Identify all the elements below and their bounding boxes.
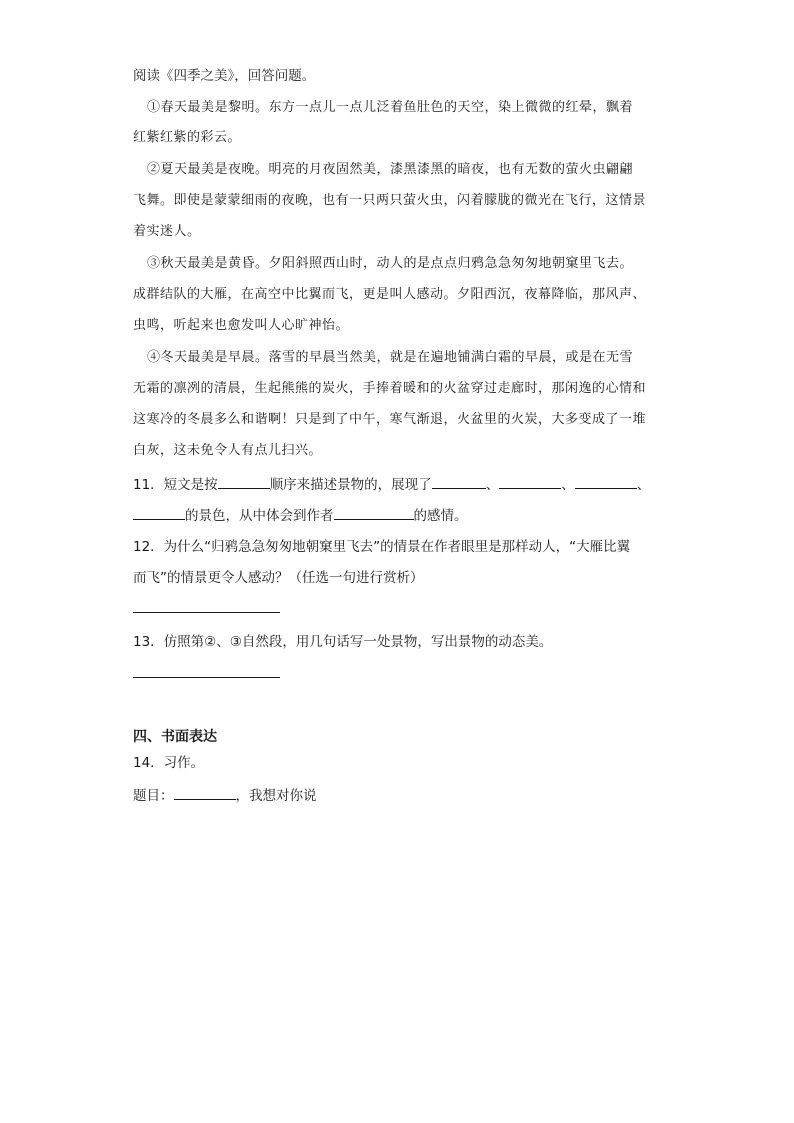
answer-blank-title[interactable] (174, 785, 236, 800)
passage-p3-line3: 虫鸣，听起来也愈发叫人心旷神怡。 (133, 318, 350, 333)
passage-p4-line2: 无霜的凛冽的清晨，生起熊熊的炭火，手捧着暖和的火盆穿过走廊时，那闲逸的心情和 (133, 381, 647, 396)
reading-intro: 阅读《四季之美》，回答问题。 (133, 68, 316, 84)
question-11-line2 (133, 505, 468, 526)
answer-blank-scene-4[interactable] (133, 505, 185, 520)
passage-p3-line1: ③秋天最美是黄昏。夕阳斜照西山时，动人的是点点归鸦急急匆匆地朝窠里飞去。 (147, 256, 634, 271)
question-12-line2: 而飞”的情景更令人感动？（任选一句进行赏析） (133, 570, 424, 586)
question-14: 14．习作。 (133, 755, 205, 771)
question-12-line1: 12．为什么“归鸦急急匆匆地朝窠里飞去”的情景在作者眼里是那样动人，“大雁比翼 (133, 539, 631, 555)
question-11-line1 (133, 474, 650, 495)
writing-prompt-label: 题目： (133, 788, 174, 804)
writing-prompt (133, 785, 317, 806)
section-4-title: 四、书面表达 (133, 729, 217, 745)
writing-prompt-suffix: ，我想对你说 (235, 788, 317, 804)
question-11-text-a: 11．短文是按 (133, 477, 218, 493)
answer-blank-scene-3[interactable] (575, 474, 637, 489)
passage-p4-line1: ④冬天最美是早晨。落雪的早晨当然美，就是在遍地铺满白霜的早晨，或是在无雪 (147, 350, 634, 365)
passage-p2-line3: 着实迷人。 (133, 224, 201, 239)
answer-blank-scene-1[interactable] (432, 474, 486, 489)
passage-p4-line4: 白灰，这未免令人有点儿扫兴。 (133, 443, 323, 458)
passage-p4-line3: 这寒冷的冬晨多么和谐啊！只是到了中午，寒气渐退，火盆里的火炭，大多变成了一堆 (133, 412, 647, 427)
question-11-sep-1: 、 (485, 477, 500, 493)
question-11-text-b: 顺序来描述景物的，展现了 (269, 477, 432, 493)
question-11-text-g: 的感情。 (413, 508, 468, 524)
answer-blank-order[interactable] (218, 474, 270, 489)
passage-p1-line1: ①春天最美是黎明。东方一点儿一点儿泛着鱼肚色的天空，染上微微的红晕，飘着 (147, 100, 634, 115)
answer-blank-feeling[interactable] (334, 505, 414, 520)
question-13-answer-line[interactable] (133, 677, 280, 678)
question-13: 13．仿照第②、③自然段，用几句话写一处景物，写出景物的动态美。 (133, 634, 553, 650)
passage-p2-line2: 飞舞。即使是蒙蒙细雨的夜晚，也有一只两只萤火虫，闪着朦胧的微光在飞行，这情景 (133, 193, 647, 208)
answer-blank-scene-2[interactable] (499, 474, 561, 489)
passage-p2-line1: ②夏天最美是夜晚。明亮的月夜固然美，漆黑漆黑的暗夜，也有无数的萤火虫翩翩 (147, 162, 634, 177)
passage-p1-line2: 红紫红紫的彩云。 (133, 130, 242, 145)
question-11-sep-2: 、 (561, 477, 575, 493)
question-12-answer-line[interactable] (133, 612, 280, 613)
passage-p3-line2: 成群结队的大雁，在高空中比翼而飞，更是叫人感动。夕阳西沉，夜幕降临，那风声、 (133, 287, 647, 302)
question-11-sep-3: 、 (636, 477, 651, 493)
question-11-text-f: 的景色，从中体会到作者 (185, 508, 334, 524)
